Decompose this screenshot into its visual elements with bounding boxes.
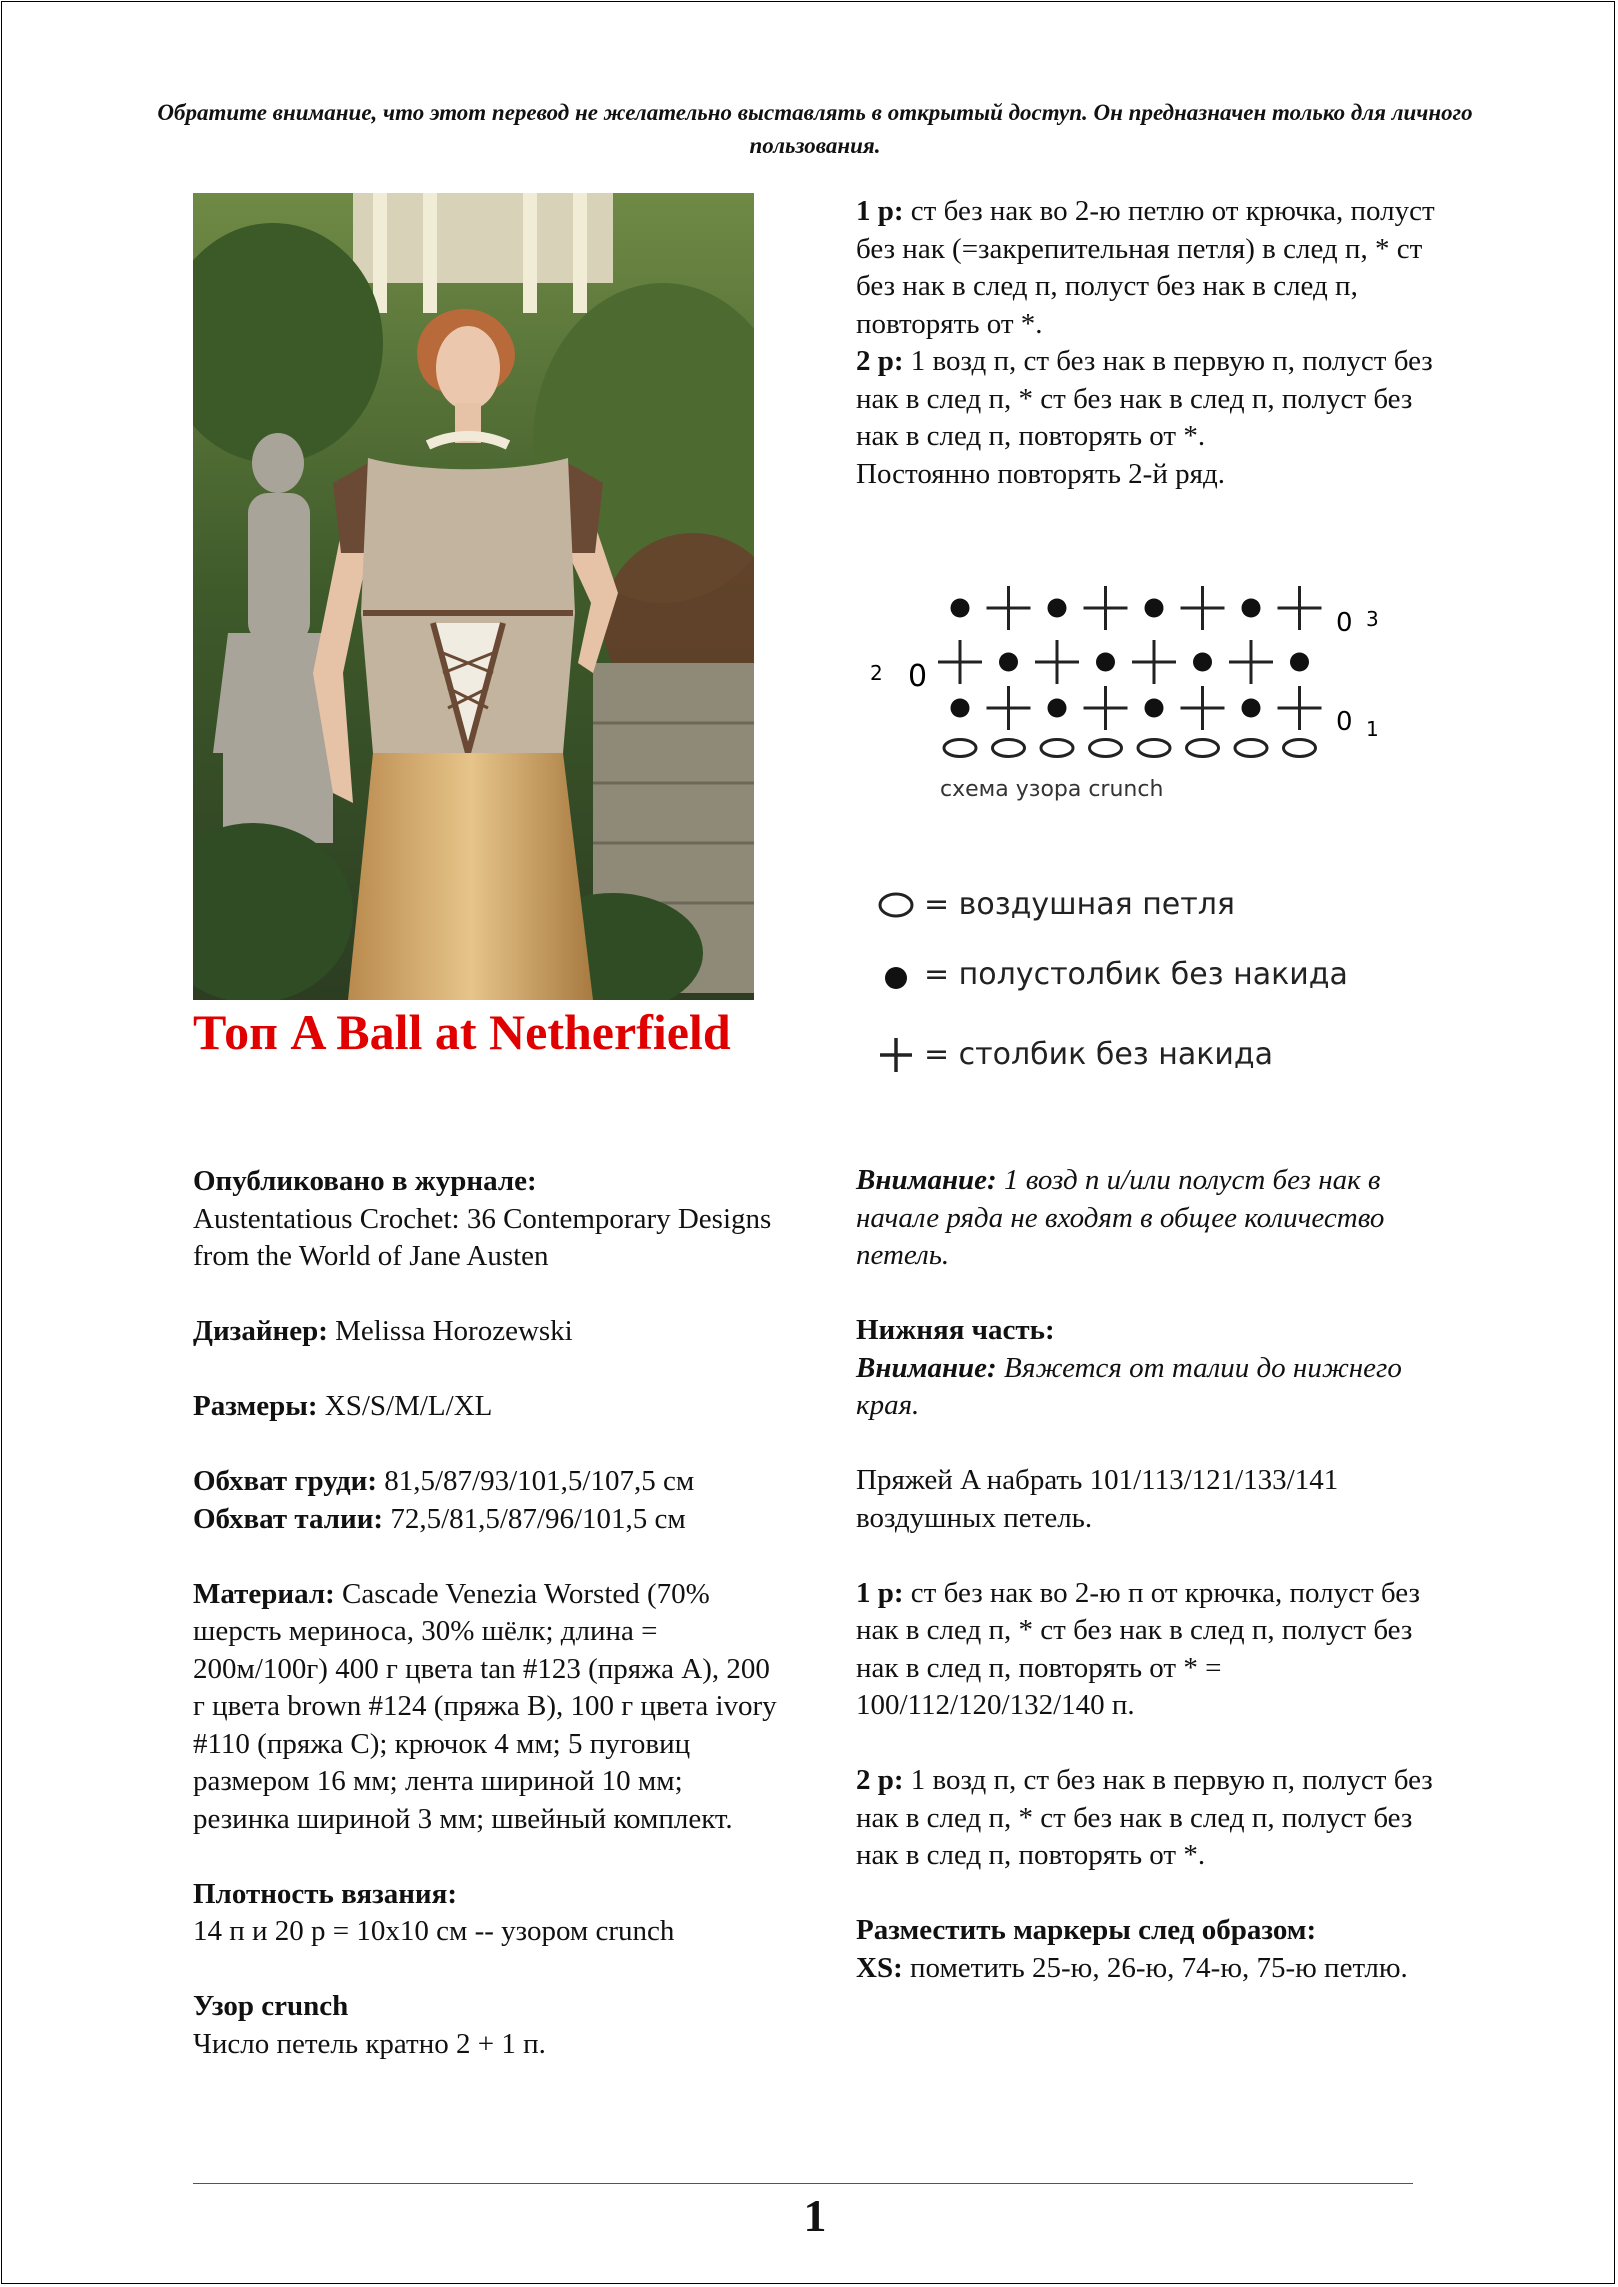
diagram-dot-icon [1048,699,1067,718]
diagram-plus-icon [1229,640,1273,684]
diagram-chain-oval-icon [1187,740,1219,757]
dot-icon [885,967,907,989]
diagram-plus-icon [1084,586,1128,630]
xs-markers [856,1950,1436,1988]
legend-chain-text: = воздушная петля [924,887,1235,922]
attention-note [856,1162,1436,1275]
published-block [193,1163,783,1276]
lower-part-heading: Нижняя часть: [856,1314,1055,1346]
turn-symbol-row-2: 0 [908,659,928,694]
waist-label: Обхват талии: [193,1502,384,1535]
diagram-dot-icon [1048,599,1067,618]
published-value: Austentatious Crochet: 36 Contemporary Designs from the World of Jane Austen [193,1202,772,1272]
diagram-plus-icon [1278,586,1322,630]
model-photo [193,193,754,1000]
lower-row1-label: 1 р: [856,1576,904,1609]
diagram-dot-icon [1096,653,1115,672]
legend-plus-text: = столбик без накида [924,1037,1274,1072]
diagram-plus-icon [1035,640,1079,684]
right-column-top [856,193,1436,493]
designer-block [193,1313,783,1351]
attention-text: 1 возд п и/или полуст без нак в начале ряда не входят в общее количество петель. [856,1164,1385,1271]
sizes-label: Размеры: [193,1390,318,1422]
crunch-block [193,1988,783,2063]
attention-label: Внимание: [856,1164,997,1196]
row-number-1: 1 [1366,717,1379,741]
diagram-plus-icon [1278,686,1322,730]
gauge-value: 14 п и 20 р = 10х10 см -- узором crunch [193,1915,675,1947]
diagram-row-1 [951,686,1322,730]
lower-attention-label: Внимание: [856,1351,997,1384]
diagram-dot-icon [1145,599,1164,618]
diagram-dot-icon [1242,599,1261,618]
diagram-row-2 [938,640,1309,684]
row-number-2: 2 [870,661,883,685]
row1-label: 1 р: [856,195,904,227]
diagram-chain-oval-icon [993,740,1025,757]
diagram-row-3 [951,586,1322,630]
diagram-dot-icon [1193,653,1212,672]
diagram-plus-icon [987,586,1031,630]
right-column-bottom [856,1162,1436,1987]
page-title: Топ A Ball at Netherfield [193,1004,731,1060]
diagram-dot-icon [999,653,1018,672]
xs-label: XS: [856,1951,903,1984]
diagram-chain-oval-icon [1090,740,1122,757]
sizes-value: XS/S/M/L/XL [324,1390,493,1422]
diagram-dot-icon [951,599,970,618]
row2-text: 1 возд п, ст без нак в первую п, полуст без нак в след п, * ст без нак в след п, полуст без нак в след п, повторять от *. [856,345,1433,452]
material-block [193,1576,783,1839]
row2-label: 2 р: [856,345,904,377]
waist-value: 72,5/81,5/87/96/101,5 см [390,1502,686,1535]
stitch-diagram [858,560,1398,1080]
lower-row2-text: 1 возд п, ст без нак в первую п, полуст без нак в след п, * ст без нак в след п, полуст без нак в след п, повторять от *. [856,1764,1433,1871]
crunch-value: Число петель кратно 2 + 1 п. [193,2027,546,2060]
bust-block [193,1463,783,1501]
lower-row2-label: 2 р: [856,1764,904,1796]
xs-text: пометить 25-ю, 26-ю, 74-ю, 75-ю петлю. [909,1951,1408,1984]
bust-value: 81,5/87/93/101,5/107,5 см [384,1465,695,1497]
diagram-plus-icon [1084,686,1128,730]
diagram-plus-icon [1181,586,1225,630]
published-label: Опубликовано в журнале: [193,1165,537,1197]
diagram-chain-oval-icon [1041,740,1073,757]
diagram-dot-icon [951,699,970,718]
row-number-3: 3 [1366,607,1379,631]
diagram-dot-icon [1290,653,1309,672]
pattern-row-2 [856,343,1436,456]
gauge-block [193,1876,783,1951]
material-label: Материал: [193,1577,335,1610]
designer-label: Дизайнер: [193,1315,328,1347]
material-value: Cascade Venezia Worsted (70% шерсть мериноса, 30% шёлк; длина = 200м/100г) 400 г цвета tan #123 (пряжа A), 200 г цвета brown #124 (пряжа B), 100 г цвета ivory #110 (пряжа C); крючок 4 мм; 5 пуговиц размером 16 мм; лента шириной 10 мм; резинка шириной 3 мм; швейный комплект. [193,1577,777,1835]
left-column [193,1163,783,2063]
legend-dot-text: = полустолбик без накида [924,957,1348,992]
diagram-plus-icon [1181,686,1225,730]
page-number: 1 [803,2190,827,2241]
lower-row-1 [856,1575,1436,1725]
diagram-plus-icon [987,686,1031,730]
bust-label: Обхват груди: [193,1465,377,1497]
designer-value: Melissa Horozewski [335,1315,573,1347]
turn-symbol-row-1: 0 [1336,707,1353,737]
diagram-dot-icon [1145,699,1164,718]
row1-text: ст без нак во 2-ю петлю от крючка, полуст без нак (=закрепительная петля) в след п, * ст без нак в след п, полуст без нак в след п, повторять от *. [856,195,1435,340]
waist-block [193,1501,783,1539]
plus-icon [880,1038,912,1072]
turn-symbol-row-3: 0 [1336,608,1353,638]
diagram-plus-icon [1132,640,1176,684]
cast-on-instruction: Пряжей A набрать 101/113/121/133/141 воздушных петель. [856,1464,1339,1534]
diagram-chain-oval-icon [1235,740,1267,757]
lower-attention-text: Вяжется от талии до нижнего края. [856,1351,1402,1421]
sizes-block [193,1388,783,1426]
diagram-chain-oval-icon [944,740,976,757]
diagram-chain-row [944,740,1316,757]
footer-divider [193,2183,1413,2184]
diagram-chain-oval-icon [1138,740,1170,757]
diagram-dot-icon [1242,699,1261,718]
repeat-instruction: Постоянно повторять 2-й ряд. [856,457,1225,490]
lower-attention-note [856,1350,1436,1425]
pattern-row-1 [856,193,1436,343]
diagram-chain-oval-icon [1284,740,1316,757]
lower-row-2 [856,1762,1436,1875]
crunch-label: Узор crunch [193,1990,349,2022]
lower-row1-text: ст без нак во 2-ю п от крючка, полуст без нак в след п, * ст без нак в след п, полуст без нак в след п, повторять от * = 100/112/120/132/140 п. [856,1576,1420,1721]
usage-notice: Обратите внимание, что этот перевод не желательно выставлять в открытый доступ. Он предназначен только для личного пользования. [157,100,1473,158]
diagram-caption: схема узора crunch [940,777,1164,802]
chain-oval-icon [880,894,912,916]
markers-heading: Разместить маркеры след образом: [856,1914,1317,1946]
diagram-plus-icon [938,640,982,684]
gauge-label: Плотность вязания: [193,1877,457,1910]
